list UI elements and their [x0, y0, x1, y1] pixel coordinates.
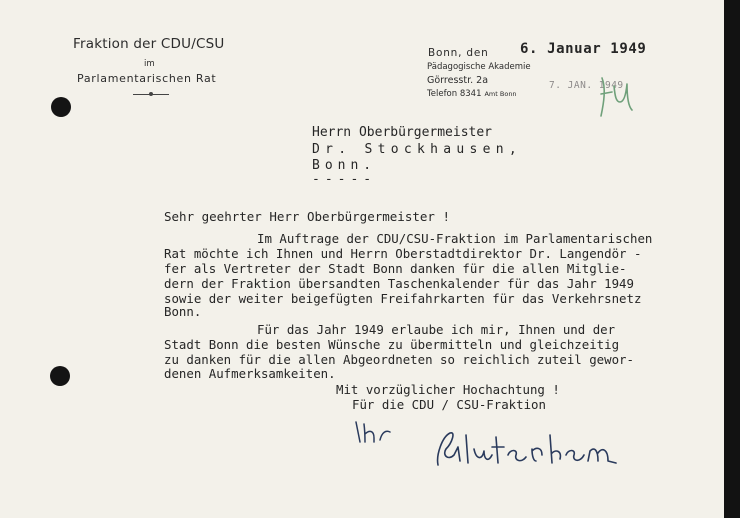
letterhead-im: im [144, 59, 155, 69]
letterhead-rule-dot [149, 92, 153, 96]
body-line: denen Aufmerksamkeiten. [164, 366, 336, 381]
phone-note: Amt Bonn [484, 90, 517, 98]
letterhead-org-name: Fraktion der CDU/CSU [73, 36, 225, 52]
recipient-name: Dr. Stockhausen, [312, 142, 523, 157]
handwritten-signature [432, 425, 622, 475]
recipient-city: Bonn. [312, 158, 377, 173]
address-line-1: Pädagogische Akademie [427, 62, 531, 72]
body-line: fer als Vertreter der Stadt Bonn danken für die allen Mitglie- [164, 261, 627, 276]
letterhead-parliament: Parlamentarischen Rat [77, 72, 217, 85]
handwritten-initials-mark [596, 72, 636, 124]
body-line: Bonn. [164, 304, 202, 319]
body-line: sowie der weiter beigefügten Freifahrkarten für das Verkehrsnetz [164, 291, 642, 306]
received-date-stamp: 7. JAN. 1949 [549, 80, 624, 91]
body-line: dern der Fraktion übersandten Taschenkalender für das Jahr 1949 [164, 276, 634, 291]
recipient-underline: ----- [312, 172, 377, 187]
handwritten-ihr [352, 418, 402, 446]
body-line: zu danken für die allen Abgeordneten so reichlich zuteil gewor- [164, 352, 634, 367]
letter-date: 6. Januar 1949 [520, 41, 647, 57]
address-line-2: Görresstr. 2a [427, 75, 489, 86]
body-line: Für das Jahr 1949 erlaube ich mir, Ihnen und der [257, 322, 616, 337]
closing-line-2: Für die CDU / CSU-Fraktion [352, 397, 546, 412]
body-line: Rat möchte ich Ihnen und Herrn Oberstadtdirektor Dr. Langendör - [164, 246, 642, 261]
body-line: Im Auftrage der CDU/CSU-Fraktion im Parlamentarischen [257, 231, 653, 246]
phone-line [427, 89, 517, 99]
punch-hole-top [51, 97, 71, 117]
scan-border [724, 0, 740, 518]
closing-line-1: Mit vorzüglicher Hochachtung ! [336, 382, 560, 397]
body-line: Stadt Bonn die besten Wünsche zu übermitteln und gleichzeitig [164, 337, 620, 352]
place-label: Bonn, den [428, 47, 489, 59]
salutation: Sehr geehrter Herr Oberbürgermeister ! [164, 209, 450, 224]
recipient-title: Herrn Oberbürgermeister [312, 125, 493, 140]
phone-number: Telefon 8341 [427, 89, 482, 99]
punch-hole-bottom [50, 366, 70, 386]
